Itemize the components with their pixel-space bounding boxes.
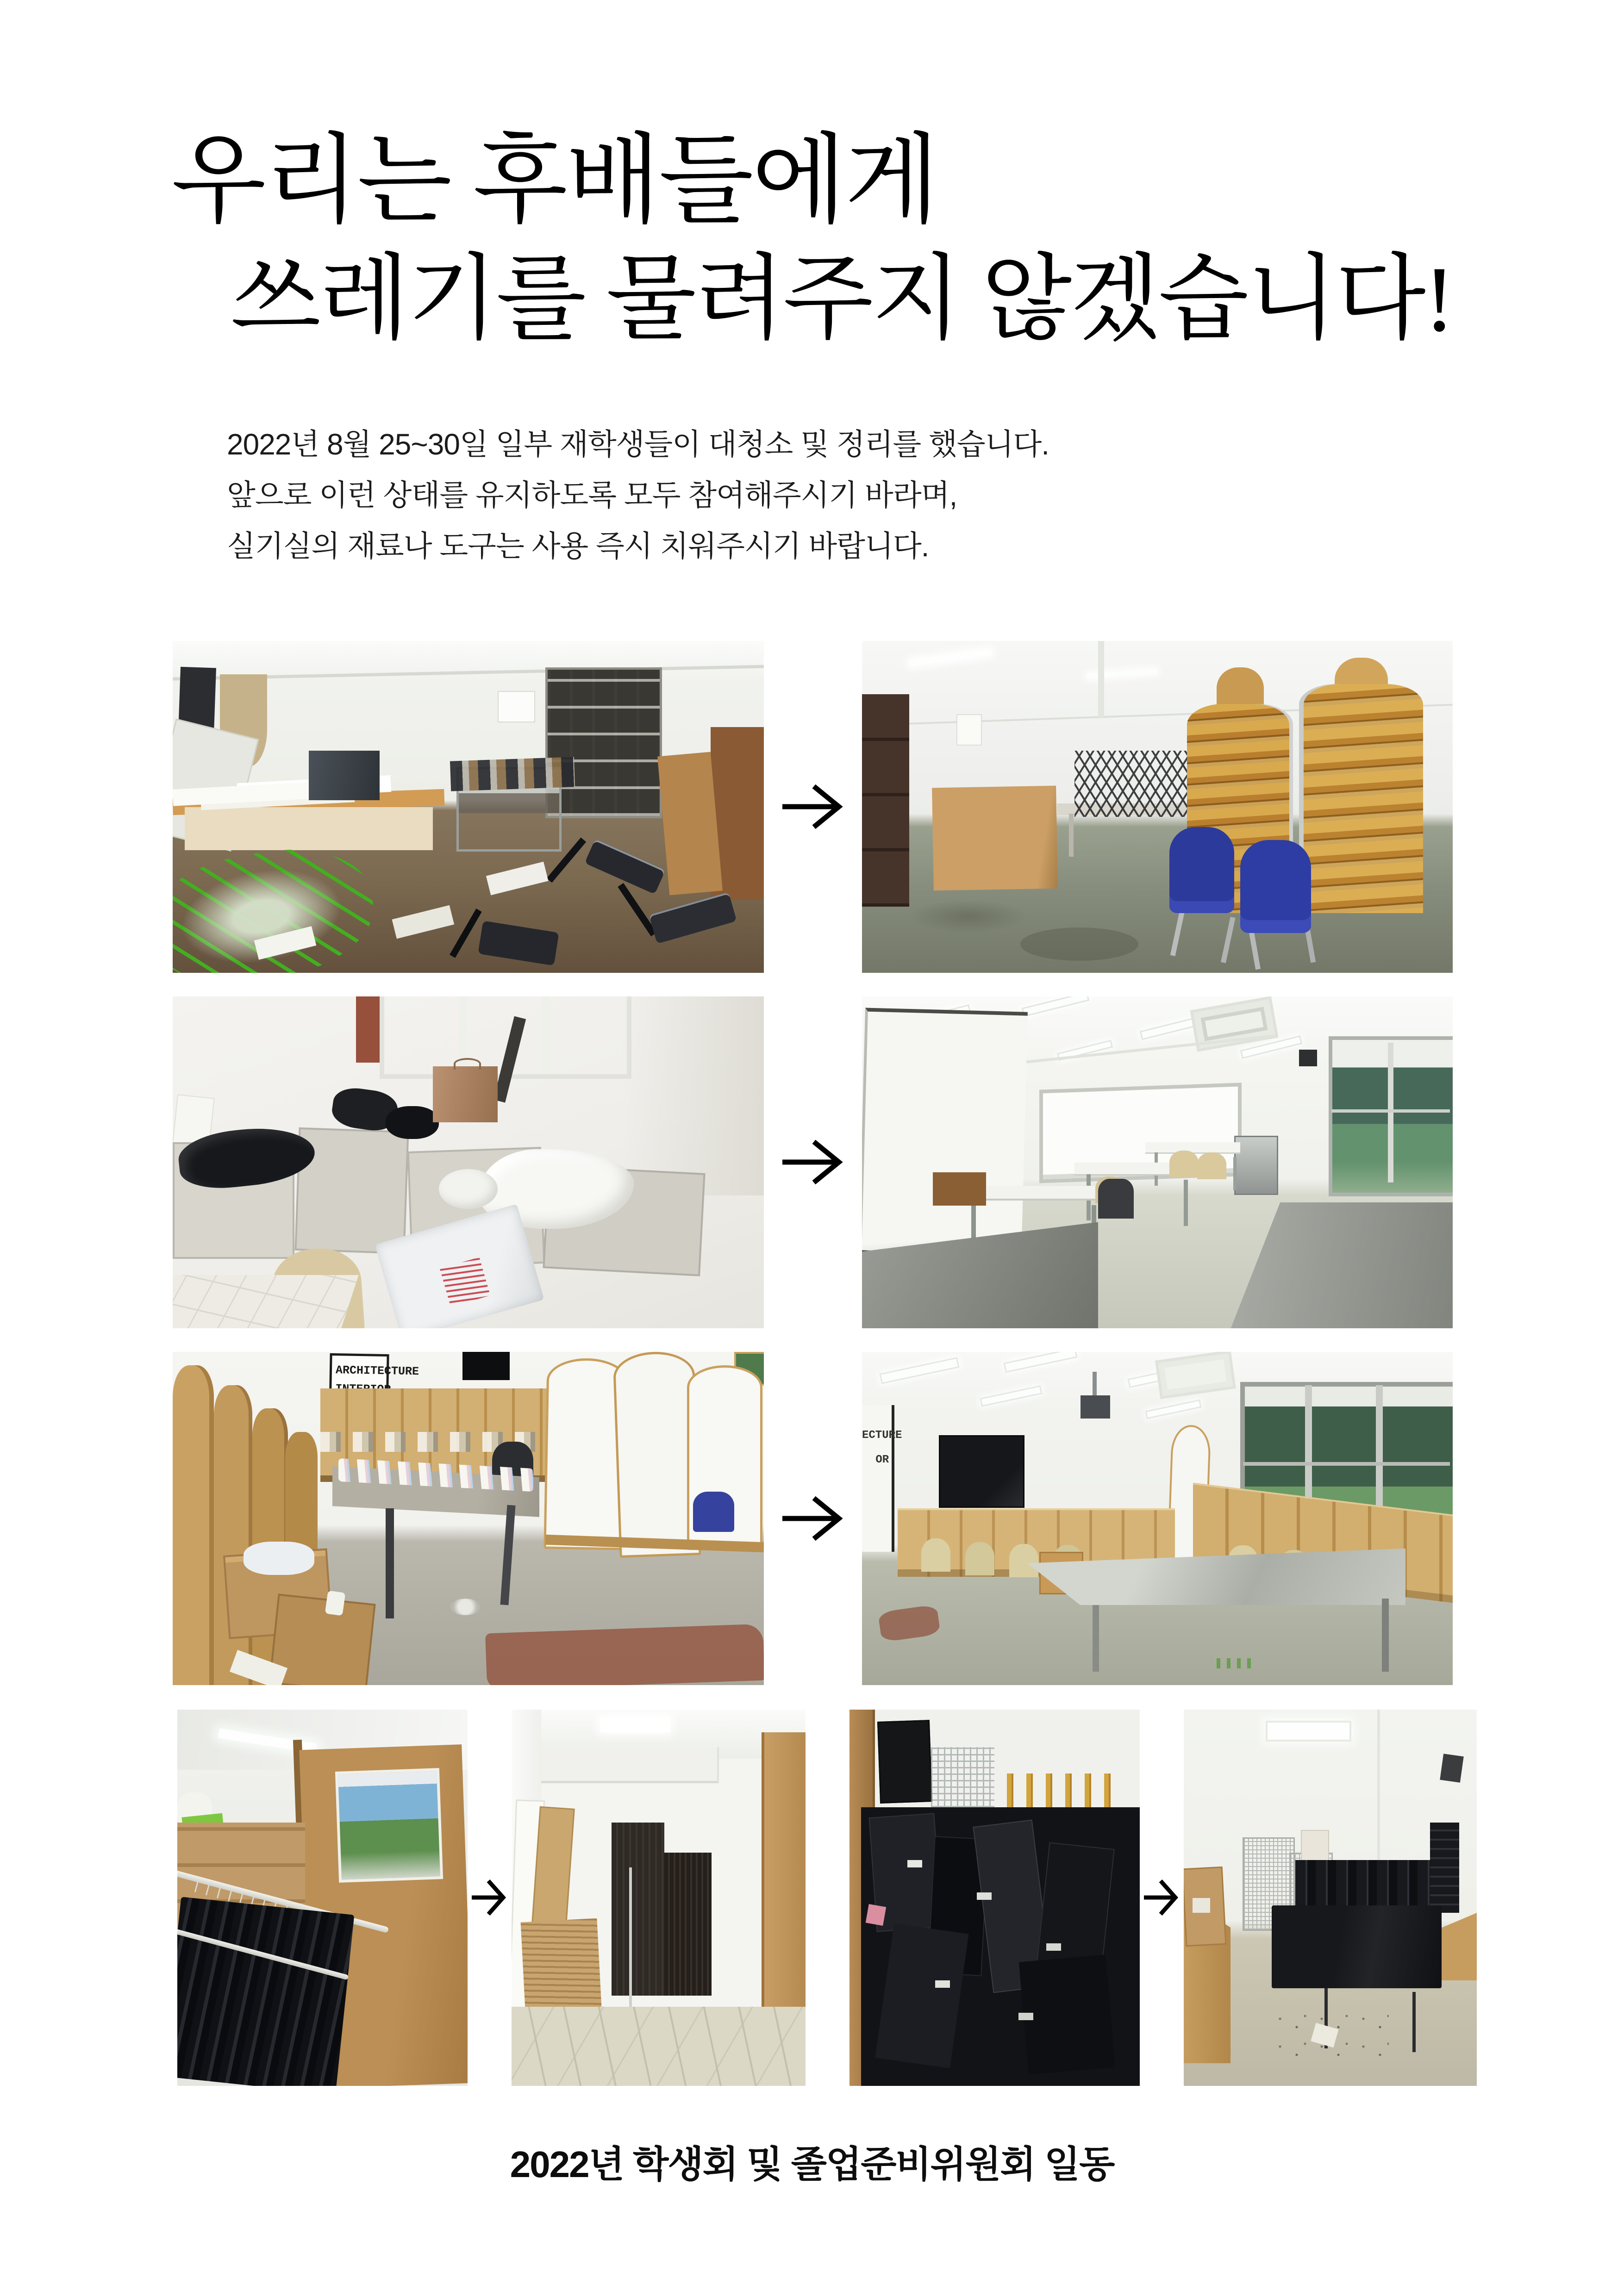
floor-debris bbox=[1217, 1658, 1252, 1668]
wood-partition bbox=[214, 1385, 252, 1685]
chair-leg bbox=[450, 908, 482, 958]
brown-box bbox=[933, 1172, 986, 1206]
window-mullion bbox=[1388, 1043, 1394, 1182]
metal-frames bbox=[1074, 751, 1193, 817]
wall-paper-note bbox=[498, 691, 535, 723]
footer-signature: 2022년 학생회 및 졸업준비위원회 일동 bbox=[510, 2144, 1114, 2185]
ceiling-light bbox=[880, 1357, 960, 1384]
black-monitor bbox=[877, 1720, 932, 1804]
trophies-on-shelf bbox=[1000, 1773, 1117, 1807]
tile-floor bbox=[512, 2007, 806, 2086]
dark-chair bbox=[1098, 1179, 1134, 1219]
table-leg bbox=[1093, 1605, 1099, 1672]
wall-speaker bbox=[1299, 1050, 1317, 1066]
ceiling-light bbox=[600, 1717, 670, 1732]
floor-stain bbox=[909, 900, 1027, 933]
ceiling-light bbox=[1087, 668, 1158, 678]
monitor bbox=[309, 751, 380, 801]
pink-object bbox=[865, 1904, 886, 1926]
intro-line-2: 앞으로 이런 상태를 유지하도록 모두 참여해주시기 바라며, bbox=[227, 479, 957, 512]
soffit bbox=[529, 1747, 719, 1783]
blue-chair bbox=[693, 1492, 734, 1531]
foreground-table bbox=[1228, 1202, 1453, 1328]
plastic-in-box bbox=[244, 1542, 314, 1575]
pc-tower-stack bbox=[1430, 1823, 1459, 1913]
wall-shadow bbox=[622, 996, 764, 1195]
sign-line: ARCHITECTURE bbox=[336, 1363, 419, 1378]
photo-equipment-after bbox=[1184, 1710, 1477, 2086]
cardboard-stack bbox=[521, 1918, 602, 2020]
black-plastic-bag bbox=[386, 1106, 439, 1139]
photo-seminar-after bbox=[862, 1352, 1453, 1685]
beige-chairs bbox=[921, 1538, 951, 1572]
poster-title-line-2: 쓰레기를 물려주지 않겠습니다! bbox=[231, 247, 1453, 351]
projector bbox=[1081, 1395, 1110, 1419]
ceiling-light bbox=[980, 1386, 1043, 1407]
stacked-wood-chairs bbox=[1299, 684, 1423, 913]
metal-lectern bbox=[1234, 1136, 1278, 1195]
beige-chairs bbox=[1169, 1151, 1199, 1177]
carpet-patch bbox=[485, 1624, 764, 1685]
table-leg bbox=[386, 1508, 394, 1618]
poster-on-panel bbox=[335, 1768, 443, 1882]
tile-floor bbox=[173, 1275, 359, 1328]
photo-artroom-after bbox=[862, 641, 1453, 973]
intro-paragraph bbox=[227, 419, 1049, 572]
stacked-dark-boards bbox=[612, 1823, 664, 1996]
projector-mount bbox=[1093, 1372, 1097, 1399]
blue-chair bbox=[1169, 827, 1234, 913]
stacked-dark-boards bbox=[664, 1853, 712, 1996]
white-table bbox=[1145, 1142, 1240, 1154]
photo-equipment-before bbox=[849, 1710, 1140, 2086]
overturned-chair bbox=[478, 921, 559, 965]
table-leg bbox=[500, 1505, 516, 1605]
wall-tv bbox=[939, 1435, 1024, 1508]
arrow-right-icon bbox=[781, 1139, 845, 1185]
table-legs bbox=[1069, 814, 1074, 857]
wall-paper-note bbox=[956, 714, 982, 746]
black-garments bbox=[177, 1897, 355, 2086]
wall-corner bbox=[1377, 1710, 1380, 1875]
pc-tower bbox=[1019, 1954, 1116, 2074]
banner-line: ECTURE bbox=[862, 1429, 902, 1442]
metal-rack bbox=[931, 1747, 995, 1807]
wall-corner bbox=[1098, 641, 1104, 717]
blue-chair bbox=[1240, 840, 1311, 933]
round-plate bbox=[450, 1599, 480, 1615]
bag-handle bbox=[454, 1058, 481, 1070]
wood-desk bbox=[1442, 1913, 1477, 1980]
white-plastic-sheet bbox=[439, 1169, 498, 1209]
ceiling-light bbox=[909, 648, 992, 666]
paper-cup bbox=[325, 1591, 346, 1616]
window-rail bbox=[1243, 1462, 1450, 1466]
projection-screen bbox=[862, 1008, 1027, 1259]
cardboard-panel bbox=[932, 786, 1058, 891]
clutter-band bbox=[450, 757, 575, 791]
photo-studio-before bbox=[173, 1352, 764, 1685]
equipment-labels bbox=[907, 1860, 922, 1867]
table-leg bbox=[1382, 1599, 1389, 1672]
department-banner bbox=[862, 1405, 902, 1552]
wood-partition bbox=[173, 1365, 214, 1685]
box-label bbox=[1193, 1898, 1210, 1913]
poster-title-line-1: 우리는 후배들에게 bbox=[171, 126, 938, 235]
black-cloth-table bbox=[1272, 1905, 1442, 1988]
cubby-shelf bbox=[545, 667, 662, 818]
ac-cassette bbox=[1155, 1352, 1236, 1399]
dark-bookshelf bbox=[862, 694, 909, 907]
banner-line: OR bbox=[875, 1453, 889, 1466]
arrow-right-icon bbox=[781, 1495, 845, 1542]
photo-artroom-before bbox=[173, 641, 764, 973]
desk-apron bbox=[185, 807, 433, 850]
floor-lamp-pole bbox=[629, 1867, 632, 2018]
brick-wall-sliver bbox=[356, 996, 382, 1063]
photo-office-before bbox=[173, 996, 764, 1328]
wall-speaker bbox=[1440, 1754, 1464, 1783]
pc-tower-row bbox=[1295, 1860, 1442, 1913]
ceiling-light bbox=[1145, 1400, 1202, 1419]
ceiling-light bbox=[1021, 996, 1089, 1017]
arrow-right-icon bbox=[1143, 1878, 1180, 1917]
wall-tv bbox=[462, 1352, 510, 1380]
arrow-right-icon bbox=[781, 784, 845, 830]
intro-line-1: 2022년 8월 25~30일 일부 재학생들이 대청소 및 정리를 했습니다. bbox=[227, 428, 1049, 461]
ceiling-light bbox=[1266, 1721, 1351, 1742]
overturned-chair bbox=[649, 892, 737, 944]
photo-storage-before bbox=[177, 1710, 468, 2086]
photo-storage-after bbox=[512, 1710, 806, 2086]
chair-legs bbox=[1170, 910, 1185, 957]
paper-shopping-bag bbox=[433, 1066, 498, 1123]
photo-classroom-after bbox=[862, 996, 1453, 1328]
ceiling-light bbox=[1004, 1352, 1078, 1373]
intro-line-3: 실기실의 재료나 도구는 사용 즉시 치워주시기 바랍니다. bbox=[227, 529, 929, 563]
arrow-right-icon bbox=[471, 1878, 508, 1917]
carpet-patch bbox=[878, 1605, 940, 1643]
window-rail bbox=[1331, 1109, 1449, 1113]
